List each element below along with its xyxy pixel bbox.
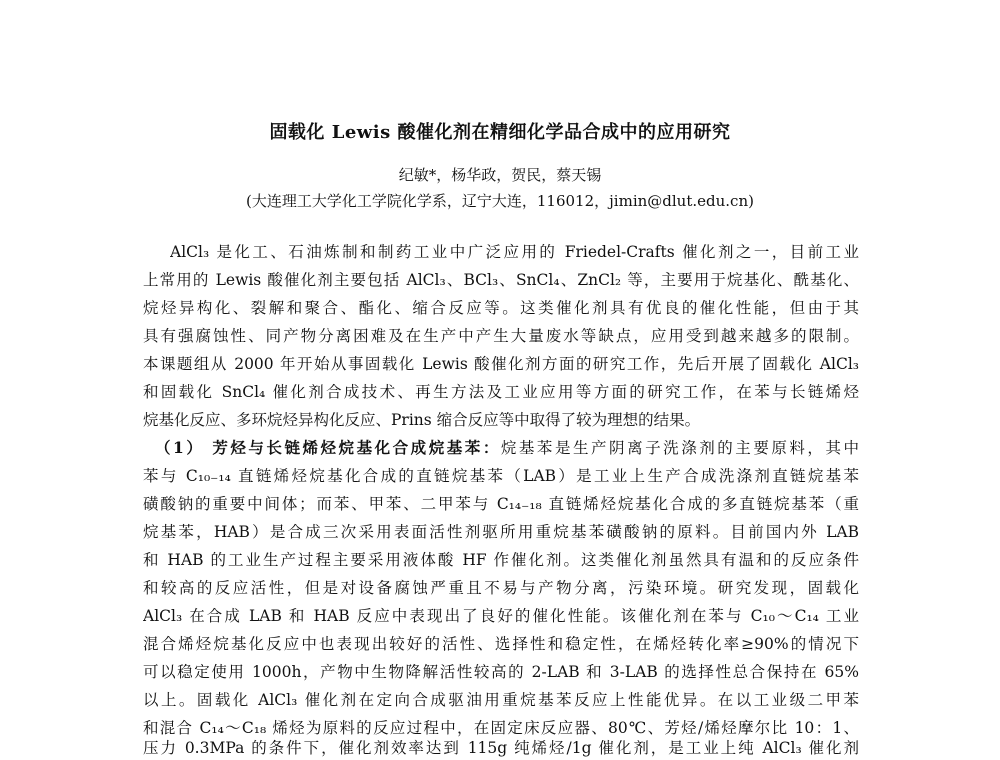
paragraph-line: AlCl₃ 是化工、石油炼制和制药工业中广泛应用的 Friedel-Crafts 催化剂之一，目前工业: [170, 243, 859, 261]
section-line: 苯与 C₁₀₋₁₄ 直链烯烃烷基化合成的直链烷基苯（LAB）是工业上生产合成洗涤剂直链烷基苯: [143, 467, 859, 485]
section-line: 以上。固载化 AlCl₃ 催化剂在定向合成驱油用重烷基苯反应上性能优异。在以工业级二甲苯: [143, 691, 859, 709]
section-line: 磺酸钠的重要中间体；而苯、甲苯、二甲苯与 C₁₄₋₁₈ 直链烯烃烷基化合成的多直链烷基苯（重: [143, 495, 859, 513]
author-list: 纪敏*，杨华政，贺民，蔡天锡: [398, 166, 602, 184]
paragraph-line: 和固载化 SnCl₄ 催化剂合成技术、再生方法及工业应用等方面的研究工作，在苯与长链烯烃: [143, 383, 859, 401]
section-line: 压力 0.3MPa 的条件下，催化剂效率达到 115g 纯烯烃/1g 催化剂，是工业上纯 AlCl₃ 催化剂: [143, 739, 859, 757]
section-line: AlCl₃ 在合成 LAB 和 HAB 反应中表现出了良好的催化性能。该催化剂在苯与 C₁₀～C₁₄ 工业: [143, 607, 859, 625]
section-first-line: [155, 436, 859, 460]
section-heading: （1） 芳烃与长链烯烃烷基化合成烷基苯：: [155, 438, 501, 457]
paragraph-line: 上常用的 Lewis 酸催化剂主要包括 AlCl₃、BCl₃、SnCl₄、ZnCl₂ 等，主要用于烷基化、酰基化、: [143, 271, 859, 289]
paragraph-line: 烷基化反应、多环烷烃异构化反应、Prins 缩合反应等中取得了较为理想的结果。: [143, 411, 701, 429]
paragraph-line: 具有强腐蚀性、同产物分离困难及在生产中产生大量废水等缺点，应用受到越来越多的限制。: [143, 327, 859, 345]
section-line: 烷基苯，HAB）是合成三次采用表面活性剂驱所用重烷基苯磺酸钠的原料。目前国内外 LAB: [143, 523, 859, 541]
section-line: 混合烯烃烷基化反应中也表现出较好的活性、选择性和稳定性，在烯烃转化率≥90%的情况下: [143, 635, 859, 653]
affiliation: (大连理工大学化工学院化学系，辽宁大连，116012，jimin@dlut.edu.cn): [246, 192, 754, 210]
section-first-line-text: 烷基苯是生产阴离子洗涤剂的主要原料，其中: [500, 439, 859, 457]
section-line: 可以稳定使用 1000h，产物中生物降解活性较高的 2-LAB 和 3-LAB 的选择性总合保持在 65%: [143, 663, 859, 681]
paragraph-line: 烷烃异构化、裂解和聚合、酯化、缩合反应等。这类催化剂具有优良的催化性能，但由于其: [143, 299, 859, 317]
section-line: 和较高的反应活性，但是对设备腐蚀严重且不易与产物分离，污染环境。研究发现，固载化: [143, 579, 859, 597]
section-line: 和混合 C₁₄～C₁₈ 烯烃为原料的反应过程中，在固定床反应器、80℃、芳烃/烯烃摩尔比 10：1、: [143, 719, 859, 737]
paragraph-line: 本课题组从 2000 年开始从事固载化 Lewis 酸催化剂方面的研究工作，先后开展了固载化 AlCl₃: [143, 355, 859, 373]
section-line: 和 HAB 的工业生产过程主要采用液体酸 HF 作催化剂。这类催化剂虽然具有温和的反应条件: [143, 551, 859, 569]
paper-title: 固载化 Lewis 酸催化剂在精细化学品合成中的应用研究: [269, 122, 731, 143]
